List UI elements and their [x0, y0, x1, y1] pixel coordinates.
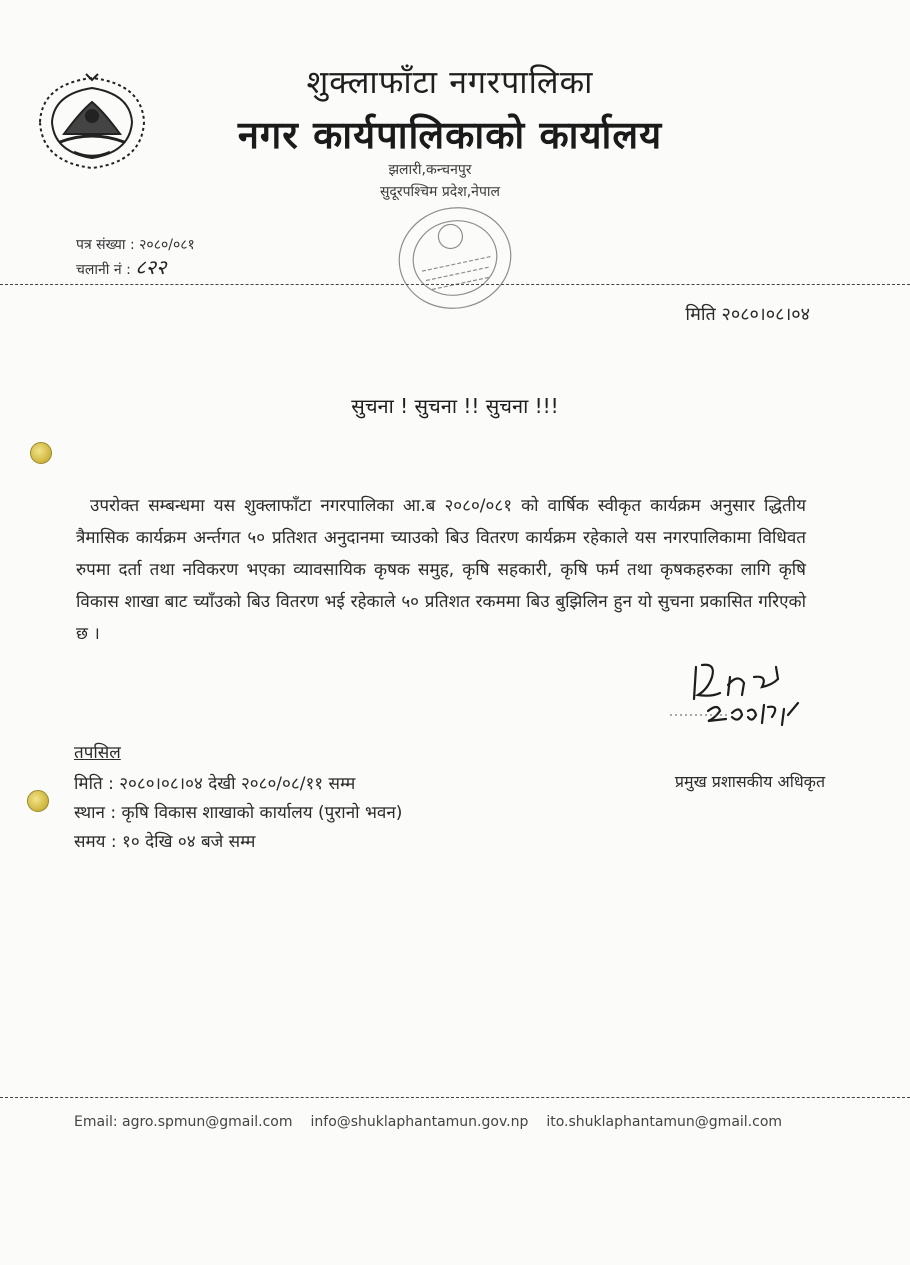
details-heading: तपसिल — [74, 743, 121, 763]
letter-number-label: पत्र संख्या : — [76, 237, 135, 253]
footer-contacts — [74, 1114, 874, 1130]
dispatch-number-value: ८२२ — [135, 255, 167, 279]
office-stamp-icon — [390, 198, 520, 318]
notice-body: उपरोक्त सम्बन्धमा यस शुक्लाफाँटा नगरपालिका आ.ब २०८०/०८१ को वार्षिक स्वीकृत कार्यक्रम अनुसार द्धितीय त्रैमासिक कार्यक्रम अर्न्तगत ५० प्रतिशत अनुदानमा च्याउको बिउ वितरण कार्यक्रम रहेकाले यस नगरपालिकामा विधिवत रुपमा दर्ता तथा नविकरण भएका व्यावसायिक कृषक समुह, कृषि सहकारी, कृषि फर्म तथा कृषकहरुका लागि कृषि विकास शाखा बाट च्याँउको बिउ वितरण भई रहेकाले ५० प्रतिशत रकममा बिउ बुझिलिन हुन यो सुचना प्रकासित गरिएको छ । — [76, 496, 806, 644]
punch-hole — [27, 790, 49, 812]
letter-number-row — [76, 234, 195, 256]
details-place: स्थान : कृषि विकास शाखाको कार्यालय (पुरानो भवन) — [74, 803, 403, 823]
municipality-emblem-icon — [30, 72, 154, 172]
email-label: Email: — [74, 1114, 118, 1130]
signature-icon — [668, 655, 828, 735]
office-name: नगर कार्यपालिकाको कार्यालय — [237, 113, 663, 157]
organization-name: शुक्लाफाँटा नगरपालिका — [306, 63, 594, 101]
signatory-title: प्रमुख प्रशासकीय अधिकृत — [674, 772, 826, 791]
header-divider — [0, 284, 910, 285]
email-link-info[interactable]: info@shuklaphantamun.gov.np — [310, 1114, 529, 1130]
dispatch-number-label: चलानी नं : — [76, 262, 131, 278]
letter-number-value: २०८०/०८१ — [139, 237, 195, 253]
notice-title: सुचना ! सुचना !! सुचना !!! — [351, 394, 559, 418]
address-line-2: सुदूरपश्चिम प्रदेश,नेपाल — [379, 184, 501, 200]
issue-date: मिति २०८०।०८।०४ — [685, 304, 810, 325]
email-link-ito[interactable]: ito.shuklaphantamun@gmail.com — [546, 1114, 783, 1130]
details-date: मिति : २०८०।०८।०४ देखी २०८०/०८/११ सम्म — [74, 774, 356, 794]
footer-divider — [0, 1097, 910, 1098]
dispatch-number-row — [76, 256, 195, 281]
details-block — [74, 770, 402, 857]
punch-hole — [30, 442, 52, 464]
reference-block — [76, 234, 195, 281]
email-link-agro[interactable]: agro.spmun@gmail.com — [122, 1114, 293, 1130]
address-line-1: झलारी,कन्चनपुर — [388, 162, 472, 178]
details-time: समय : १० देखि ०४ बजे सम्म — [74, 832, 256, 852]
